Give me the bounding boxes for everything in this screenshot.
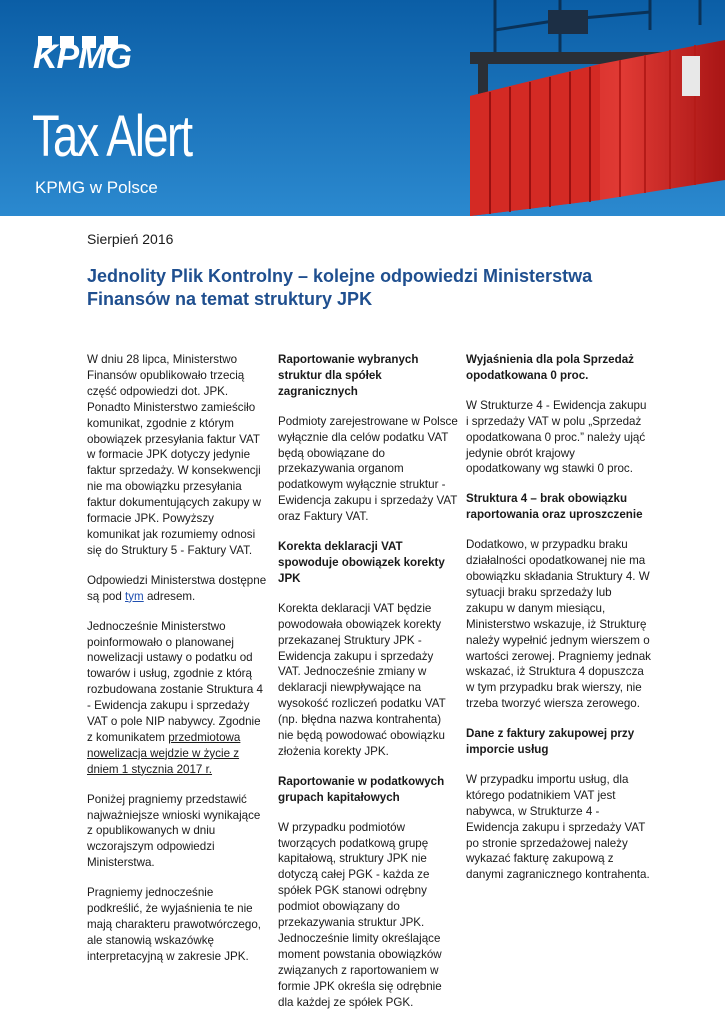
- publication-date: Sierpień 2016: [87, 231, 174, 247]
- col1-paragraph-2: [87, 573, 269, 605]
- col2-heading-3: Raportowanie w podatkowych grupach kapitałowych: [278, 774, 445, 804]
- kpmg-logo: KPMG: [33, 38, 131, 76]
- header-banner: [0, 0, 725, 216]
- col2-heading-2: Korekta deklaracji VAT spowoduje obowiązek korekty JPK: [278, 540, 445, 585]
- col2-paragraph-2: Korekta deklaracji VAT będzie powodowała obowiązek korekty przekazanej Struktury JPK - Ewidencja zakupu i sprzedaży VAT. Jednocześnie zmiany w deklaracji niewpływające na wysokość rozliczeń podatku VAT (np. błędna nazwa kontrahenta) nie będą powodować obowiązku złożenia korekty JPK.: [278, 601, 446, 758]
- col1-paragraph-4: Poniżej pragniemy przedstawić najważniejsze wnioski wynikające z opublikowanych w dniu wczorajszym odpowiedzi Ministerstwa.: [87, 792, 261, 870]
- amendment-link[interactable]: przedmiotowa nowelizacja wejdzie w życie z dniem 1 stycznia 2017 r.: [87, 730, 241, 776]
- col2-heading-1: Raportowanie wybranych struktur dla spółek zagranicznych: [278, 353, 419, 398]
- column-2: [278, 352, 458, 1024]
- page-subtitle: KPMG w Polsce: [35, 178, 158, 197]
- column-1: [87, 352, 269, 979]
- col1-p3-text: Jednocześnie Ministerstwo poinformowało o planowanej nowelizacji ustawy o podatku od towarów i usług, zgodnie z którą rozbudowana zostanie Struktura 4 - Ewidencja zakupu i sprzedaży VAT o pole NIP nabywcy. Zgodnie z komunikatem: [87, 619, 263, 744]
- col1-paragraph-5: Pragniemy jednocześnie podkreślić, że wyjaśnienia te nie mają charakteru prawotwórczego, ale stanowią wskazówkę interpretacyjną w zakresie JPK.: [87, 886, 261, 963]
- col2-paragraph-1: Podmioty zarejestrowane w Polsce wyłącznie dla celów podatku VAT będą obowiązane do przekazywania organom podatkowym wyłącznie struktur - Ewidencja zakupu i sprzedaży VAT oraz Faktury VAT.: [278, 414, 458, 524]
- column-3: [466, 352, 651, 897]
- article-headline: Jednolity Plik Kontrolny – kolejne odpowiedzi Ministerstwa Finansów na temat struktury JPK: [87, 266, 593, 309]
- col2-paragraph-3: W przypadku podmiotów tworzących podatkową grupę kapitałową, struktury JPK nie dotyczą całej PGK - każda ze spółek PGK stanowi odrębny podmiot obowiązany do przekazywania struktur JPK. Jednocześnie limity określające moment powstania obowiązków związanych z raportowaniem w formie JPK określa się odrębnie dla każdej ze spółek PGK.: [278, 820, 442, 1009]
- col1-p2-text: Odpowiedzi Ministerstwa dostępne są pod: [87, 573, 267, 603]
- col3-heading-2: Struktura 4 – brak obowiązku raportowania oraz uproszczenie: [466, 492, 643, 522]
- col1-paragraph-1: W dniu 28 lipca, Ministerstwo Finansów opublikowało trzecią część odpowiedzi dot. JPK. Ponadto Ministerstwo zamieściło komunikat, zgodnie z którym obowiązek przesyłania faktur VAT w formacie JPK dotyczy jedynie faktur sprzedaży. W konsekwencji nie ma obowiązku przesyłania faktur dokumentujących zakupy w formacie JPK. Powyższy komunikat jak rozumiemy odnosi się do Struktury 5 - Faktury VAT.: [87, 353, 261, 557]
- page-title: Tax Alert: [32, 104, 192, 169]
- answers-link[interactable]: tym: [125, 589, 144, 603]
- col1-p2-text-end: adresem.: [143, 589, 196, 603]
- col3-heading-1: Wyjaśnienia dla pola Sprzedaż opodatkowana 0 proc.: [466, 353, 634, 382]
- col1-paragraph-3: [87, 619, 269, 778]
- col3-paragraph-1: W Strukturze 4 - Ewidencja zakupu i sprzedaży VAT w polu „Sprzedaż opodatkowana 0 proc.” należy ująć jedynie obrót krajowy opodatkowany wg stawki 0 proc.: [466, 398, 647, 476]
- col3-paragraph-3: W przypadku importu usług, dla którego podatnikiem VAT jest nabywca, w Strukturze 4 - Ewidencja zakupu i sprzedaży VAT po stronie sprzedażowej należy wykazać fakturę zakupową z danymi zagranicznego kontrahenta.: [466, 772, 650, 882]
- col3-heading-3: Dane z faktury zakupowej przy imporcie usług: [466, 727, 635, 757]
- col3-paragraph-2: Dodatkowo, w przypadku braku działalności opodatkowanej nie ma obowiązku składania Struktury 4. W sytuacji braku sprzedaży lub zakupu w danym miesiącu, Ministerstwo wskazuje, iż Strukturę należy wypełnić jednym wierszem o wartości zerowej. Pragniemy jednak wskazać, iż Struktura 4 dopuszcza w tym przypadku brak wierszy, nie trzeba tworzyć wiersza zerowego.: [466, 538, 651, 711]
